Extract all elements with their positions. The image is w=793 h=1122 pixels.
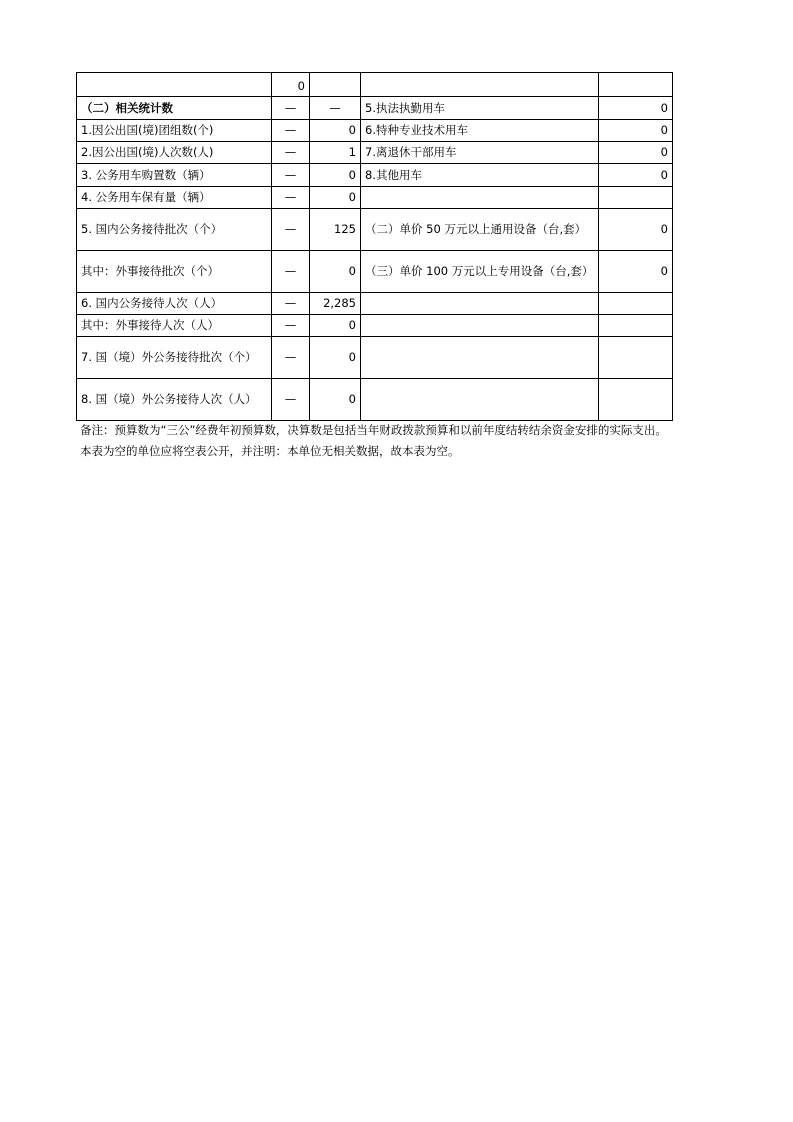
item-cell: 1.因公出国(境)团组数(个) bbox=[77, 120, 272, 142]
table-row bbox=[77, 379, 673, 421]
value-cell: 0 bbox=[599, 209, 673, 251]
budget-cell: — bbox=[272, 337, 310, 379]
value-cell bbox=[599, 187, 673, 209]
value-cell: 0 bbox=[599, 251, 673, 293]
table-row bbox=[77, 315, 673, 337]
item-cell: 7. 国（境）外公务接待批次（个） bbox=[77, 337, 272, 379]
value-cell bbox=[599, 73, 673, 97]
item-cell: 6. 国内公务接待人次（人） bbox=[77, 293, 272, 315]
budget-cell: — bbox=[272, 120, 310, 142]
budget-cell: — bbox=[272, 251, 310, 293]
statistics-table bbox=[76, 72, 673, 421]
remark-note: 备注：预算数为“三公”经费年初预算数，决算数是包括当年财政拨款预算和以前年度结转结余资金安排的实际支出。 bbox=[80, 423, 667, 437]
item-cell: 5.执法执勤用车 bbox=[361, 97, 599, 120]
item-cell bbox=[361, 315, 599, 337]
actual-cell: 0 bbox=[310, 120, 361, 142]
value-cell bbox=[599, 379, 673, 421]
item-cell: 其中：外事接待批次（个） bbox=[77, 251, 272, 293]
item-cell bbox=[77, 73, 272, 97]
item-cell: 8.其他用车 bbox=[361, 164, 599, 187]
actual-cell: 125 bbox=[310, 209, 361, 251]
item-cell: （三）单价 100 万元以上专用设备（台,套） bbox=[361, 251, 599, 293]
actual-cell: 0 bbox=[310, 315, 361, 337]
table-notes bbox=[80, 420, 680, 462]
value-cell bbox=[599, 337, 673, 379]
budget-cell: — bbox=[272, 97, 310, 120]
actual-cell: 0 bbox=[310, 164, 361, 187]
item-cell bbox=[361, 73, 599, 97]
actual-cell: 2,285 bbox=[310, 293, 361, 315]
item-cell: 其中：外事接待人次（人） bbox=[77, 315, 272, 337]
budget-cell: — bbox=[272, 315, 310, 337]
item-cell bbox=[361, 293, 599, 315]
value-cell bbox=[310, 73, 361, 97]
value-cell: 0 bbox=[599, 142, 673, 164]
table-row bbox=[77, 251, 673, 293]
empty-table-note: 本表为空的单位应将空表公开，并注明：本单位无相关数据，故本表为空。 bbox=[80, 444, 460, 458]
actual-cell: 0 bbox=[310, 379, 361, 421]
value-cell: 0 bbox=[599, 164, 673, 187]
table-row bbox=[77, 73, 673, 97]
item-cell: 8. 国（境）外公务接待人次（人） bbox=[77, 379, 272, 421]
section-heading: （二）相关统计数 bbox=[77, 97, 272, 120]
value-cell: 0 bbox=[272, 73, 310, 97]
item-cell: 2.因公出国(境)人次数(人) bbox=[77, 142, 272, 164]
table-row bbox=[77, 187, 673, 209]
actual-cell: 0 bbox=[310, 187, 361, 209]
table-row bbox=[77, 293, 673, 315]
item-cell: 3. 公务用车购置数（辆） bbox=[77, 164, 272, 187]
table-row bbox=[77, 164, 673, 187]
actual-cell: — bbox=[310, 97, 361, 120]
item-cell: （二）单价 50 万元以上通用设备（台,套） bbox=[361, 209, 599, 251]
table-row bbox=[77, 142, 673, 164]
table-row bbox=[77, 120, 673, 142]
value-cell bbox=[599, 315, 673, 337]
item-cell bbox=[361, 337, 599, 379]
item-cell: 4. 公务用车保有量（辆） bbox=[77, 187, 272, 209]
budget-cell: — bbox=[272, 379, 310, 421]
value-cell: 0 bbox=[599, 97, 673, 120]
budget-cell: — bbox=[272, 293, 310, 315]
budget-cell: — bbox=[272, 209, 310, 251]
item-cell bbox=[361, 379, 599, 421]
table-row bbox=[77, 337, 673, 379]
budget-cell: — bbox=[272, 164, 310, 187]
value-cell bbox=[599, 293, 673, 315]
item-cell: 7.离退休干部用车 bbox=[361, 142, 599, 164]
item-cell: 6.特种专业技术用车 bbox=[361, 120, 599, 142]
actual-cell: 1 bbox=[310, 142, 361, 164]
budget-cell: — bbox=[272, 187, 310, 209]
actual-cell: 0 bbox=[310, 251, 361, 293]
item-cell bbox=[361, 187, 599, 209]
item-cell: 5. 国内公务接待批次（个） bbox=[77, 209, 272, 251]
actual-cell: 0 bbox=[310, 337, 361, 379]
value-cell: 0 bbox=[599, 120, 673, 142]
table-row bbox=[77, 97, 673, 120]
budget-cell: — bbox=[272, 142, 310, 164]
table-row bbox=[77, 209, 673, 251]
